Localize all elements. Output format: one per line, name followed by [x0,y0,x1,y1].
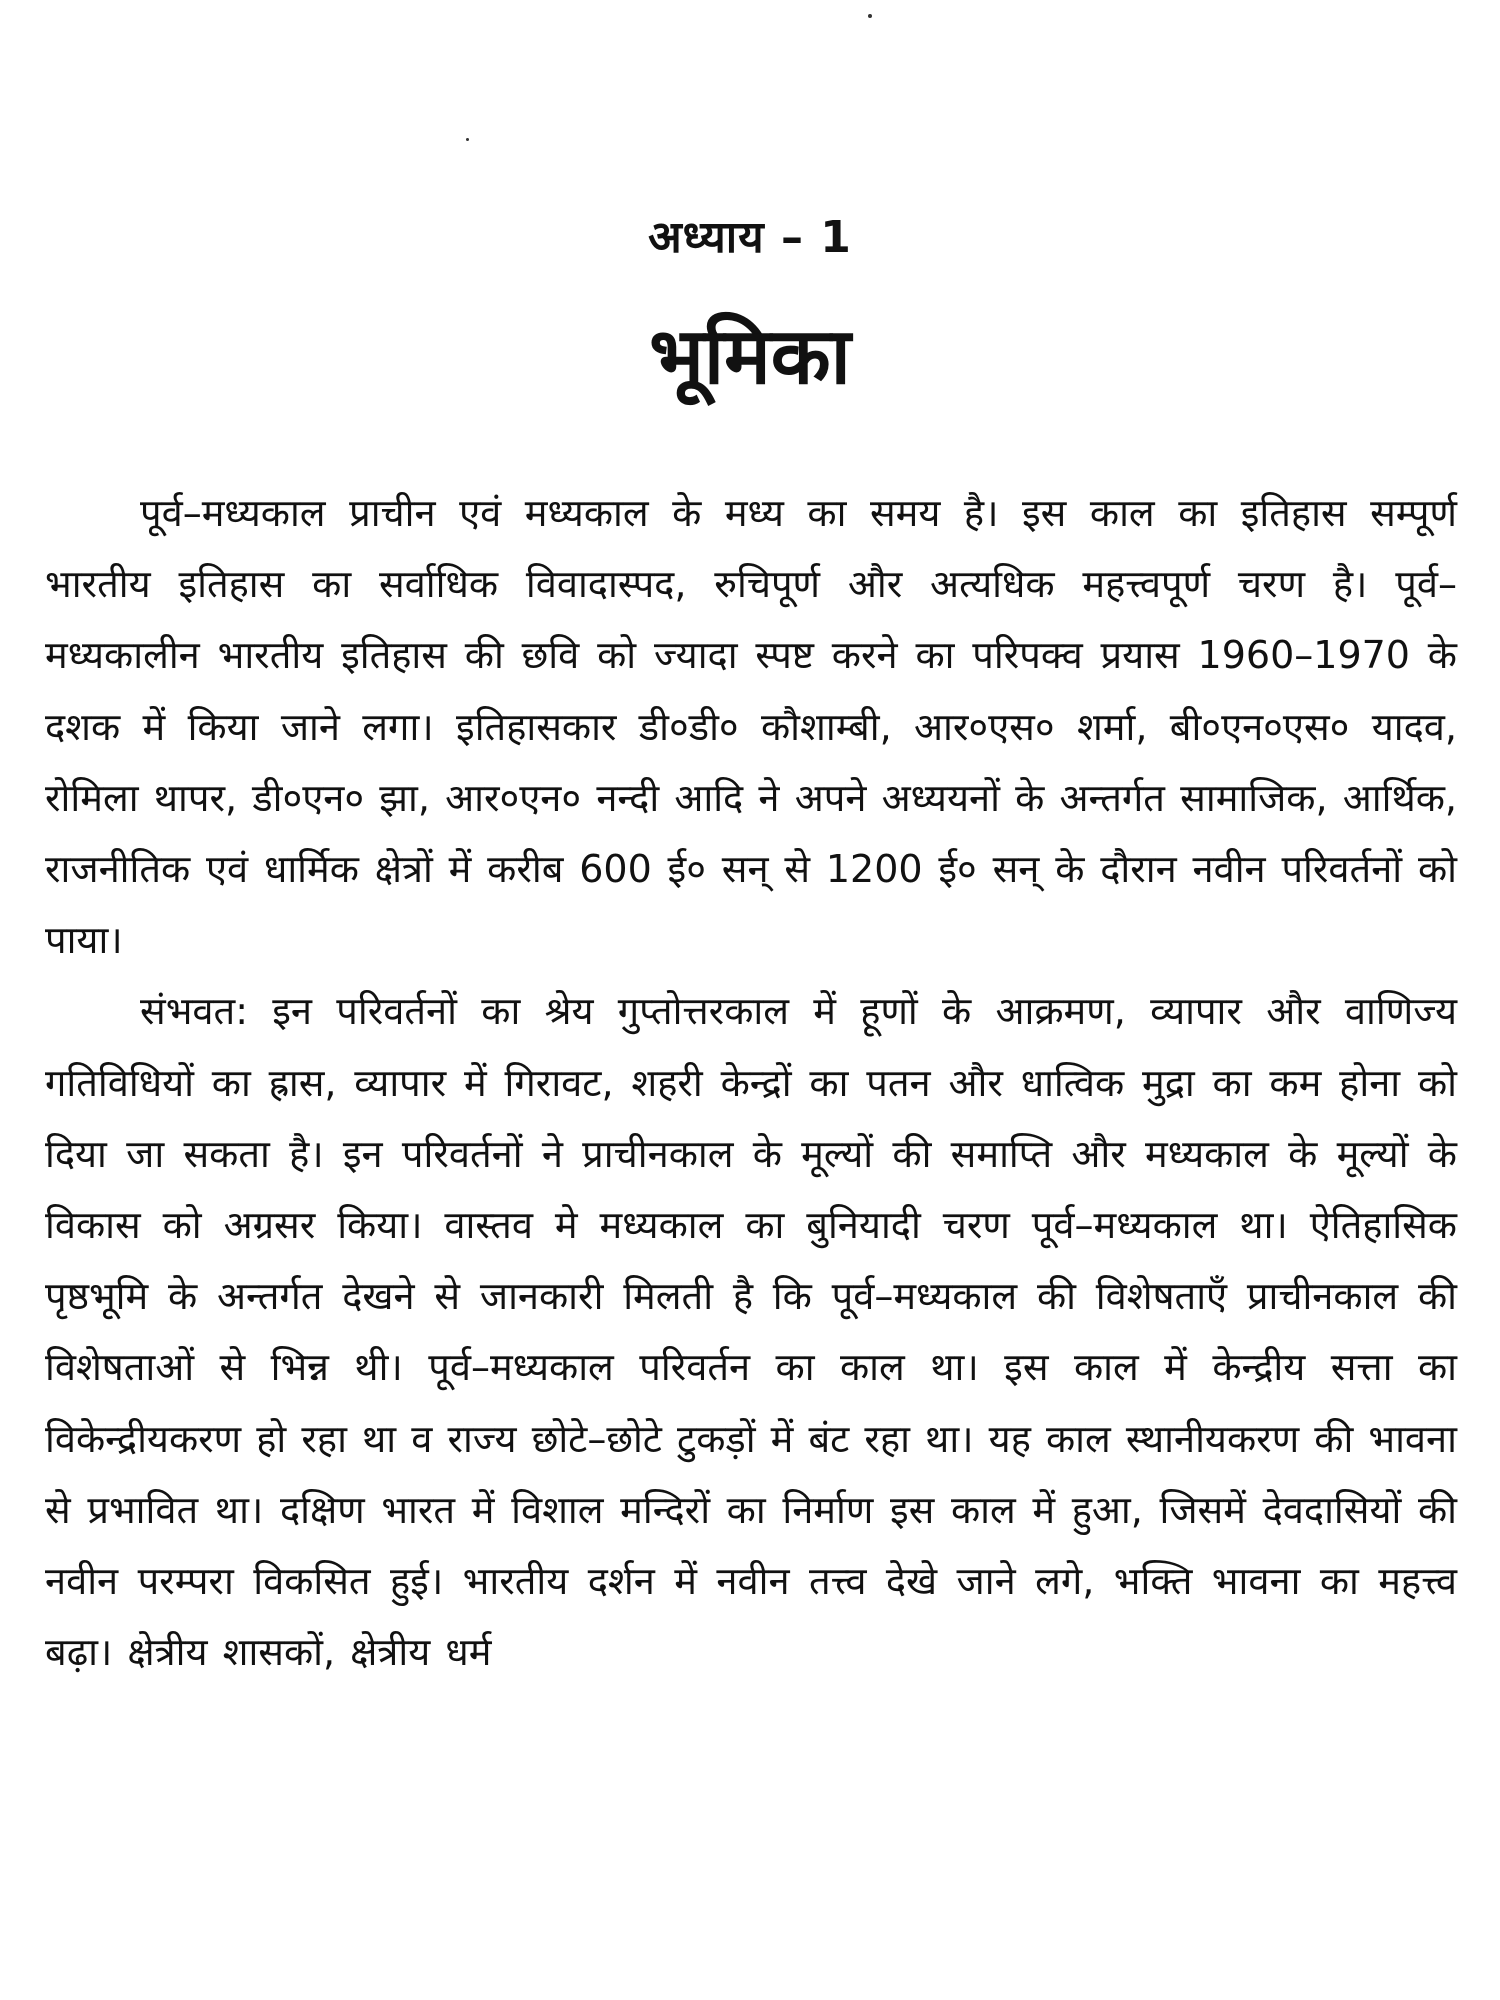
paragraph-1: पूर्व–मध्यकाल प्राचीन एवं मध्यकाल के मध्य का समय है। इस काल का इतिहास सम्पूर्ण भारतीय इतिहास का सर्वाधिक विवादास्पद, रुचिपूर्ण और अत्यधिक महत्त्वपूर्ण चरण है। पूर्व–मध्यकालीन भारतीय इतिहास की छवि को ज्यादा स्पष्ट करने का परिपक्व प्रयास 1960–1970 के दशक में किया जाने लगा। इतिहासकार डी०डी० कौशाम्बी, आर०एस० शर्मा, बी०एन०एस० यादव, रोमिला थापर, डी०एन० झा, आर०एन० नन्दी आदि ने अपने अध्ययनों के अन्तर्गत सामाजिक, आर्थिक, राजनीतिक एवं धार्मिक क्षेत्रों में करीब 600 ई० सन् से 1200 ई० सन् के दौरान नवीन परिवर्तनों को पाया। [45,491,1457,963]
print-speck [868,14,872,18]
body-text [45,478,1457,1688]
chapter-number: अध्याय – 1 [648,212,852,263]
chapter-title: भूमिका [649,312,851,402]
print-speck [466,138,469,141]
paragraph-2: संभवत: इन परिवर्तनों का श्रेय गुप्तोत्तरकाल में हूणों के आक्रमण, व्यापार और वाणिज्य गतिविधियों का ह्रास, व्यापार में गिरावट, शहरी केन्द्रों का पतन और धात्विक मुद्रा का कम होना को दिया जा सकता है। इन परिवर्तनों ने प्राचीनकाल के मूल्यों की समाप्ति और मध्यकाल के मूल्यों के विकास को अग्रसर किया। वास्तव मे मध्यकाल का बुनियादी चरण पूर्व–मध्यकाल था। ऐतिहासिक पृष्ठभूमि के अन्तर्गत देखने से जानकारी मिलती है कि पूर्व–मध्यकाल की विशेषताएँ प्राचीनकाल की विशेषताओं से भिन्न थी। पूर्व–मध्यकाल परिवर्तन का काल था। इस काल में केन्द्रीय सत्ता का विकेन्द्रीयकरण हो रहा था व राज्य छोटे–छोटे टुकड़ों में बंट रहा था। यह काल स्थानीयकरण की भावना से प्रभावित था। दक्षिण भारत में विशाल मन्दिरों का निर्माण इस काल में हुआ, जिसमें देवदासियों की नवीन परम्परा विकसित हुई। भारतीय दर्शन में नवीन तत्त्व देखे जाने लगे, भक्ति भावना का महत्त्व बढ़ा। क्षेत्रीय शासकों, क्षेत्रीय धर्म [45,989,1457,1675]
